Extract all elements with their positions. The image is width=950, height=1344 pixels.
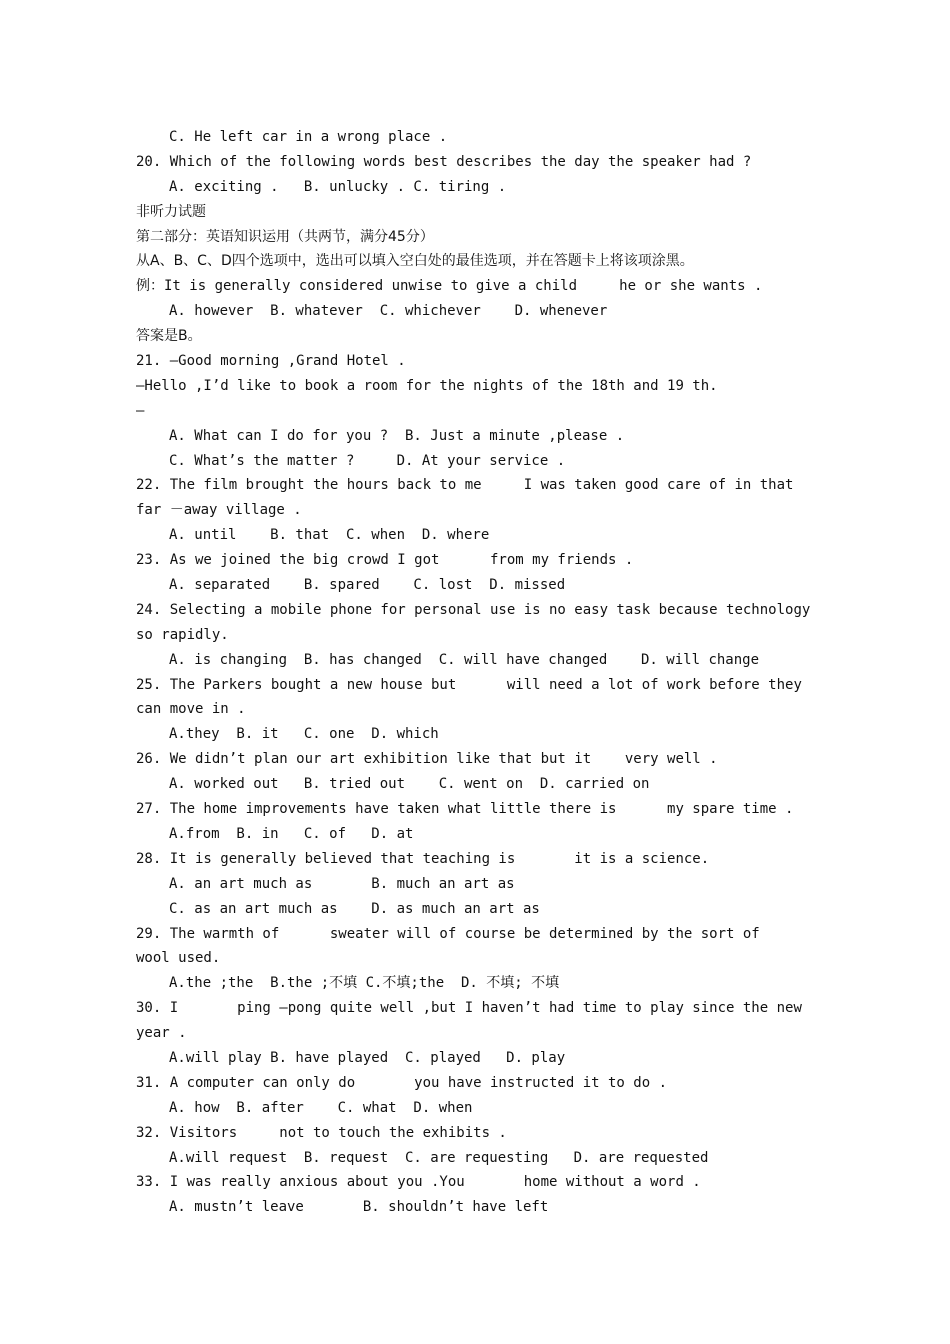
text-line: A.they B. it C. one D. which <box>169 726 439 743</box>
text-line: year . <box>136 1025 187 1042</box>
text-line: can move in . <box>136 701 246 718</box>
text-line: A. until B. that C. when D. where <box>169 527 490 544</box>
text-line: 22. The film brought the hours back to me I was taken good care of in that <box>136 477 794 494</box>
text-line: 20. Which of the following words best describes the day the speaker had ? <box>136 153 752 170</box>
text-line: C. He left car in a wrong place . <box>169 129 448 145</box>
text-line: A. separated B. spared C. lost D. missed <box>169 577 566 594</box>
text-line: 第二部分：英语知识运用（共两节，满分45分） <box>136 228 434 245</box>
document-page <box>136 125 836 1220</box>
text-line: 32. Visitors not to touch the exhibits . <box>136 1124 507 1141</box>
text-line: — <box>136 402 145 419</box>
text-line: far －away village . <box>136 502 302 519</box>
text-line: 27. The home improvements have taken what little there is my spare time . <box>136 801 794 818</box>
text-line: 25. The Parkers bought a new house but will need a lot of work before they <box>136 676 802 693</box>
text-line: 28. It is generally believed that teaching is it is a science. <box>136 850 710 867</box>
text-line: A. exciting . B. unlucky . C. tiring . <box>169 178 507 195</box>
text-line: 24. Selecting a mobile phone for personal use is no easy task because technology <box>136 601 811 618</box>
text-line: 非听力试题 <box>136 203 206 220</box>
text-line: 30. I ping —pong quite well ,but I haven’t had time to play since the new <box>136 1000 802 1017</box>
text-line: C. as an art much as D. as much an art as <box>169 900 540 917</box>
text-line: A.will play B. have played C. played D. play <box>169 1049 566 1066</box>
text-line: A.will request B. request C. are requesting D. are requested <box>169 1149 709 1166</box>
text-line: wool used. <box>136 950 221 967</box>
text-line: A. worked out B. tried out C. went on D. carried on <box>169 776 650 793</box>
text-line: —Hello ,I’d like to book a room for the nights of the 18th and 19 th. <box>136 377 718 394</box>
text-line: 29. The warmth of sweater will of course be determined by the sort of <box>136 925 760 942</box>
text-line: 26. We didn’t plan our art exhibition like that but it very well . <box>136 751 718 768</box>
text-line: 23. As we joined the big crowd I got from my friends . <box>136 552 634 569</box>
text-line: 例：It is generally considered unwise to give a child he or she wants . <box>136 278 763 295</box>
text-line: 答案是B。 <box>136 328 202 345</box>
text-line: A. What can I do for you ? B. Just a minute ,please . <box>169 427 625 444</box>
text-line: A. is changing B. has changed C. will have changed D. will change <box>169 651 760 668</box>
text-line: C. What’s the matter ? D. At your service . <box>169 452 566 469</box>
text-line: A.from B. in C. of D. at <box>169 825 414 842</box>
text-line: A. mustn’t leave B. shouldn’t have left <box>169 1199 549 1216</box>
text-line: 21. —Good morning ,Grand Hotel . <box>136 353 406 370</box>
text-line: A. how B. after C. what D. when <box>169 1099 473 1116</box>
text-line: A. however B. whatever C. whichever D. whenever <box>169 303 608 320</box>
text-line: A. an art much as B. much an art as <box>169 875 515 892</box>
text-line: 从A、B、C、D四个选项中，选出可以填入空白处的最佳选项，并在答题卡上将该项涂黑。 <box>136 253 694 270</box>
text-line: 33. I was really anxious about you .You home without a word . <box>136 1174 701 1191</box>
text-line: so rapidly. <box>136 626 229 643</box>
text-line: 31. A computer can only do you have instructed it to do . <box>136 1074 668 1091</box>
text-line: A.the ;the B.the ;不填 C.不填;the D. 不填; 不填 <box>169 975 560 992</box>
